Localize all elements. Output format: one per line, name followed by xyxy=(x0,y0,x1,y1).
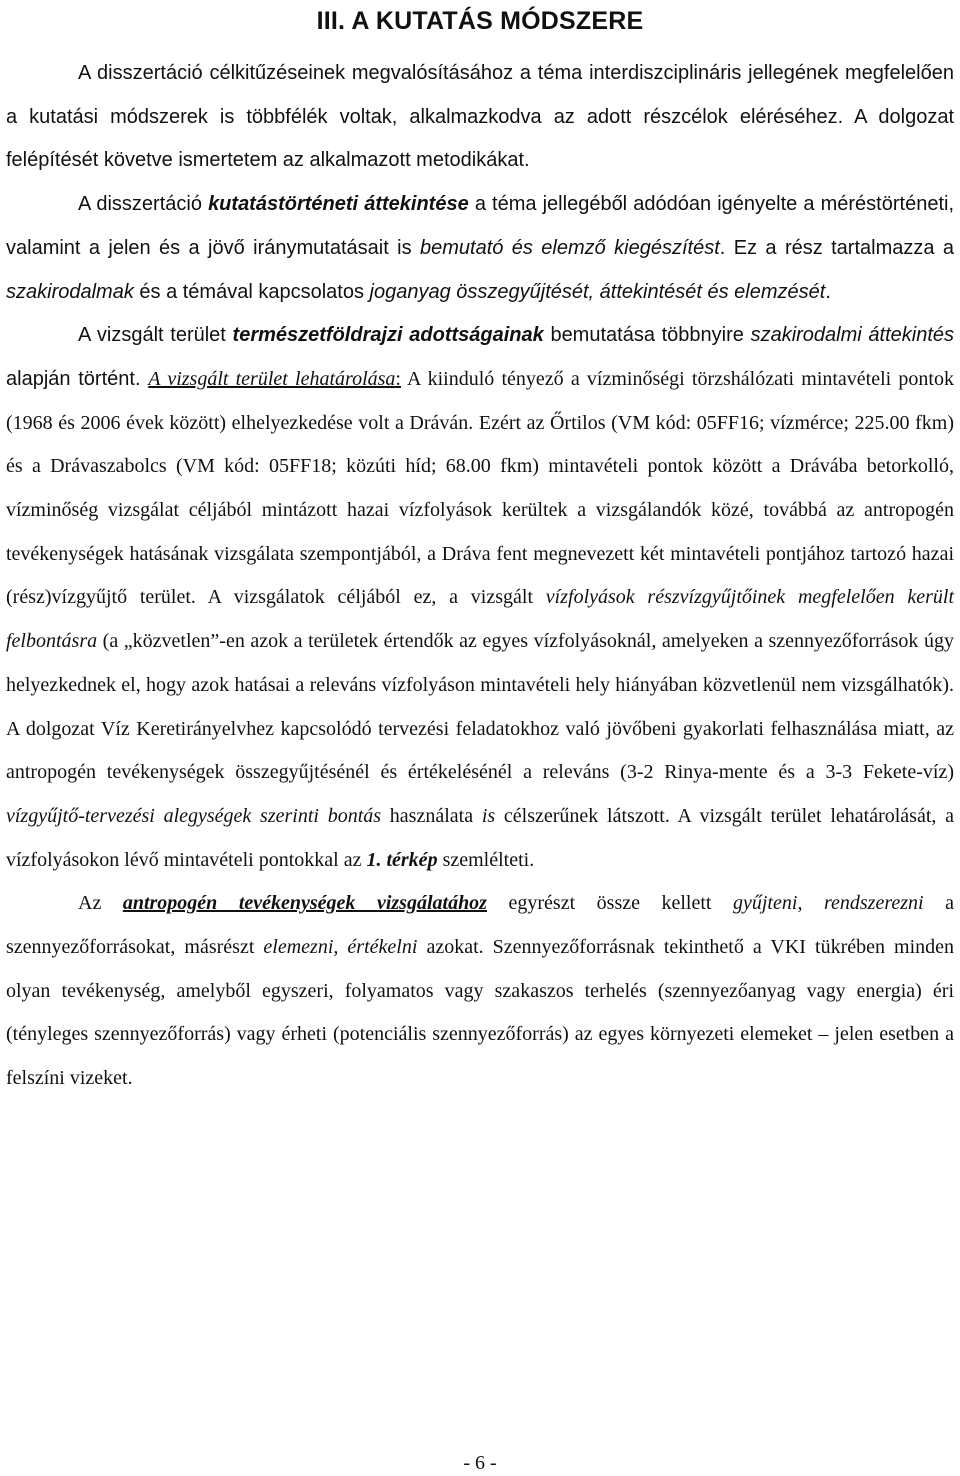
emphasis-anthropogenic-activities: antropogén tevékenységek vizsgálatához xyxy=(122,892,487,915)
emphasis-research-history: kutatástörténeti áttekintése xyxy=(208,193,469,216)
emphasis-analysis: bemutató és elemző kiegészítést xyxy=(419,236,720,259)
paragraph-study-area xyxy=(6,314,954,882)
paragraph-anthropogenic xyxy=(6,882,954,1101)
emphasis-planning-subunits: vízgyűjtő-tervezési alegységek szerinti bontás xyxy=(6,804,382,827)
text-run: használata xyxy=(381,804,482,827)
page-number: - 6 - xyxy=(463,1452,497,1474)
subheading-study-area-delimitation: A vizsgált terület lehatárolása xyxy=(148,367,396,390)
text-run: és a témával kapcsolatos xyxy=(133,280,370,303)
document-page xyxy=(6,0,954,1101)
text-run: A kiinduló tényező a vízminőségi törzshálózati mintavételi pontok (1968 és 2006 évek között) elhelyezkedése volt a Dráván. Ezért az Őrtilos (VM kód: 05FF16; vízmérce; 225.00 fkm) és a Drávaszabolcs (VM kód: 05FF18; közúti híd; 68.00 fkm) mintavételi pontok között a Drávába betorkolló, vízminőség vizsgálat céljából mintázott hazai vízfolyások kerültek a vizsgálandók közé, továbbá az antropogén tevékenységek hatásának vizsgálata szempontjából, a Dráva fent megnevezett két mintavételi pontjához tartozó hazai (rész)vízgyűjtő terület. A vizsgálatok céljából ez, a vizsgált xyxy=(6,367,954,609)
paragraph-intro xyxy=(6,52,954,183)
paragraph-research-history xyxy=(6,183,954,314)
emphasis-legislation: joganyag összegyűjtését, áttekintését és elemzését xyxy=(369,280,826,303)
text-run: . xyxy=(825,280,831,303)
emphasis-collect: gyűjteni xyxy=(733,892,798,915)
emphasis-natural-geography: természetföldrajzi adottságainak xyxy=(232,324,544,347)
text-run: A disszertáció xyxy=(78,193,209,216)
text-run: , xyxy=(797,892,824,915)
text-run: (a „közvetlen”-en azok a területek értendők az egyes vízfolyásoknál, amelyeken a szennyezőforrások úgy helyezkednek el, hogy azok hatásai a releváns vízfolyáson mintavételi hely hiányában közvetlenül nem vizsgálhatók). A dolgozat Víz Keretirányelvhez kapcsolódó tervezési feladatokhoz való jövőbeni gyakorlati felhasználása miatt, az antropogén tevékenységek összegyűjtésénél és értékelésénél a releváns (3-2 Rinya-mente és a 3-3 Fekete-víz) xyxy=(6,630,954,784)
map-reference: 1. térkép xyxy=(366,848,438,871)
subheading-colon: : xyxy=(395,367,401,390)
text-run: azokat. Szennyezőforrásnak tekinthető a VKI tükrében minden olyan tevékenység, amelyből egyszeri, folyamatos vagy szakaszos terhelés (szennyezőanyag vagy energia) éri (tényleges szennyezőforrás) vagy érheti (potenciális szennyezőforrás) az egyes környezeti elemeket – jelen esetben a felszíni vizeket. xyxy=(6,936,955,1090)
emphasis-literature: szakirodalmak xyxy=(6,280,134,303)
text-run: A vizsgált terület xyxy=(78,324,233,347)
text-run: . Ez a rész tartalmazza a xyxy=(719,236,954,259)
emphasis-organize: rendszerezni xyxy=(823,892,924,915)
text-run: alapján történt. xyxy=(6,367,149,390)
text-run: szemlélteti. xyxy=(437,848,535,871)
text-run: bemutatása többnyire xyxy=(543,324,751,347)
emphasis-analyze-evaluate: elemezni, értékelni xyxy=(263,936,418,959)
text-run: a szennyezőforrásokat, másrészt xyxy=(6,892,954,959)
text-run: a téma jellegéből adódóan igényelte a méréstörténeti, valamint a jelen és a jövő iránymutatásait is xyxy=(6,193,955,259)
text-run: célszerűnek látszott. A vizsgált terület lehatárolását, a vízfolyásokon lévő mintavételi pontokkal az xyxy=(6,804,955,871)
text-run: Az xyxy=(78,892,123,915)
text-run: egyrészt össze kellett xyxy=(486,892,733,915)
emphasis-subcatchments: vízfolyások részvízgyűjtőinek megfelelően került felbontásra xyxy=(6,586,954,653)
emphasis-is: is xyxy=(481,804,496,827)
intro-text: A disszertáció célkitűzéseinek megvalósításához a téma interdiszciplináris jellegének megfelelően a kutatási módszerek is többfélék voltak, alkalmazkodva az adott részcélok eléréséhez. A dolgozat felépítését követve ismertetem az alkalmazott metodikákat. xyxy=(6,62,954,172)
section-heading: III. A KUTATÁS MÓDSZERE xyxy=(316,7,644,35)
emphasis-literature-review: szakirodalmi áttekintés xyxy=(750,324,954,347)
